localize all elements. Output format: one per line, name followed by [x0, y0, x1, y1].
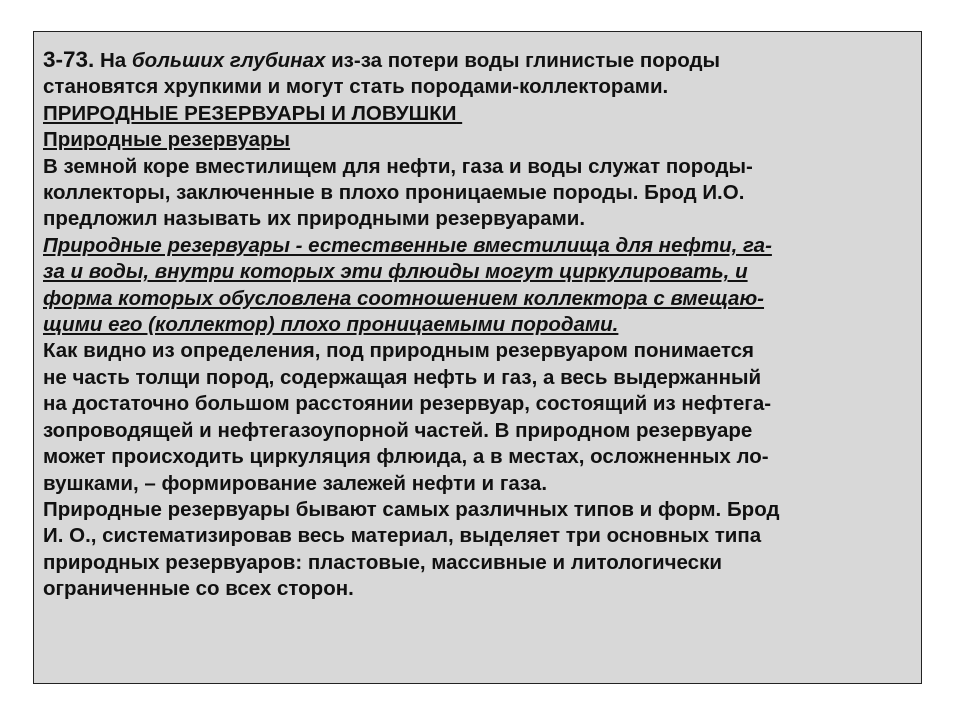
section-number: 3-73. [43, 47, 95, 72]
subheading [43, 127, 911, 153]
paragraph-1-line: коллекторы, заключенные в плохо проницаемые породы. Брод И.О. [43, 181, 745, 205]
definition-line: Природные резервуары - естественные вместилища для нефти, га- [43, 233, 772, 257]
paragraph-3-line: природных резервуаров: пластовые, массивные и литологически [43, 550, 722, 574]
definition-line: форма которых обусловлена соотношением коллектора с вмещаю- [43, 286, 765, 310]
intro-line-1 [43, 47, 911, 74]
paragraph-2-line: зопроводящей и нефтегазоупорной частей. В природном резервуаре [43, 418, 753, 442]
definition-line: за и воды, внутри которых эти флюиды могут циркулировать, и [43, 260, 748, 284]
section-heading [43, 101, 911, 127]
paragraph-2-line: на достаточно большом расстоянии резервуар, состоящий из нефтега- [43, 392, 772, 416]
slide-body-text [43, 47, 911, 603]
definition-line: щими его (коллектор) плохо проницаемыми породами. [43, 313, 619, 337]
intro-line-2: становятся хрупкими и могут стать породами-коллекторами. [43, 75, 669, 99]
subheading-text: Природные резервуары [43, 128, 291, 152]
paragraph-1-line: В земной коре вместилищем для нефти, газа и воды служат породы- [43, 154, 753, 178]
paragraph-3-line: И. О., систематизировав весь материал, выделяет три основных типа [43, 524, 762, 548]
paragraph-1-line: предложил называть их природными резервуарами. [43, 207, 586, 231]
paragraph-3-line: ограниченные со всех сторон. [43, 577, 354, 601]
section-heading-text: ПРИРОДНЫЕ РЕЗЕРВУАРЫ И ЛОВУШКИ [43, 101, 457, 125]
paragraph-2-line: может происходить циркуляция флюида, а в местах, осложненных ло- [43, 445, 769, 469]
paragraph-2-line: не часть толщи пород, содержащая нефть и газ, а весь выдержанный [43, 365, 762, 389]
paragraph-3-line: Природные резервуары бывают самых различных типов и форм. Брод [43, 497, 780, 521]
intro-text-before: На [94, 49, 132, 72]
intro-text-after: из-за потери воды глинистые породы [325, 49, 721, 72]
intro-italic-phrase: больших глубинах [131, 49, 326, 72]
paragraph-2-line: вушками, – формирование залежей нефти и газа. [43, 471, 548, 495]
text-panel [33, 31, 922, 684]
paragraph-2-line: Как видно из определения, под природным резервуаром понимается [43, 339, 755, 363]
